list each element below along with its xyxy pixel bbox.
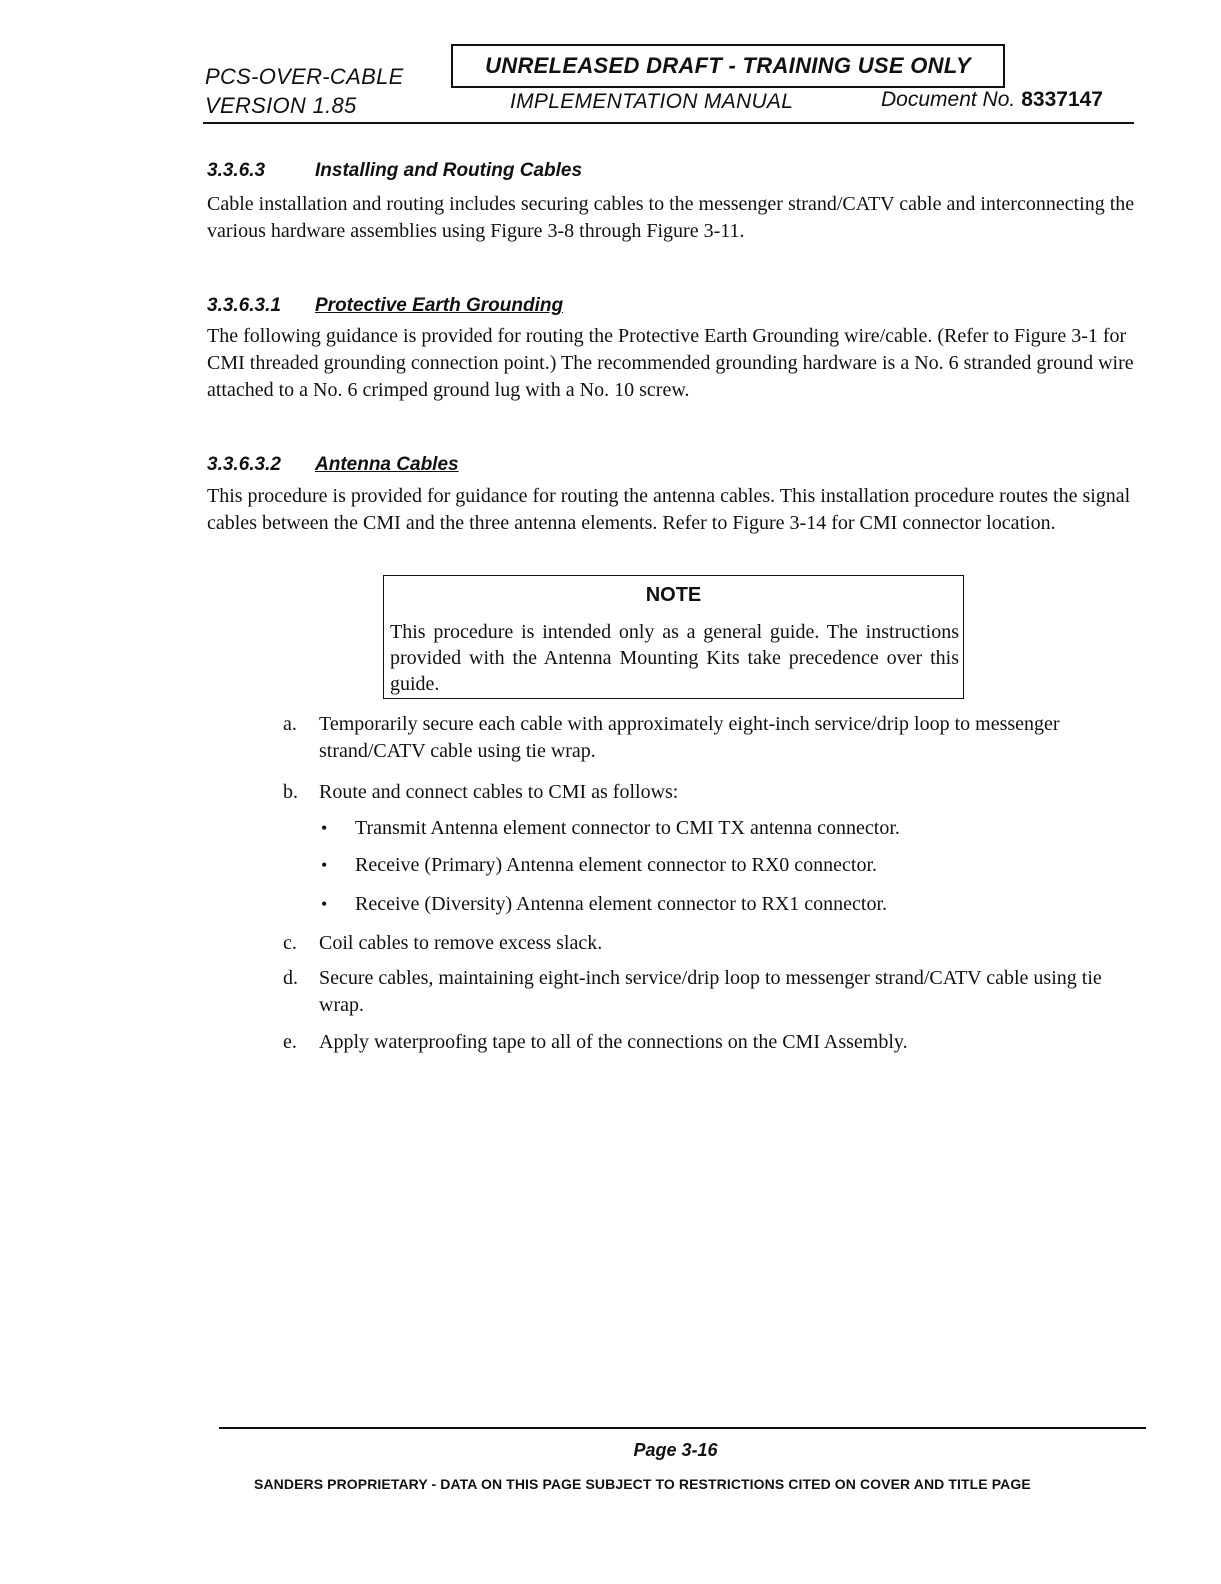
section-title: Antenna Cables	[315, 454, 459, 475]
section-title: Installing and Routing Cables	[315, 160, 583, 181]
section-number: 3.3.6.3.1	[207, 295, 281, 316]
document-number	[881, 88, 1103, 112]
step-label: b.	[283, 781, 298, 803]
bullet-icon: •	[321, 855, 328, 875]
step-d	[283, 965, 1143, 1019]
bullet-text: Receive (Primary) Antenna element connector to RX0 connector.	[355, 854, 878, 876]
note-title: NOTE	[645, 584, 702, 606]
draft-notice-box: UNRELEASED DRAFT - TRAINING USE ONLY	[451, 44, 1005, 88]
step-text: Coil cables to remove excess slack.	[319, 932, 603, 954]
note-box	[383, 575, 964, 699]
step-c	[283, 930, 1143, 957]
section-heading-antenna-cables	[207, 454, 459, 476]
step-label: a.	[283, 713, 297, 735]
step-label: c.	[283, 932, 297, 954]
section-title: Protective Earth Grounding	[315, 295, 564, 316]
step-text: Route and connect cables to CMI as follows:	[319, 781, 679, 803]
header-divider	[203, 122, 1134, 124]
section-body-protective-earth: The following guidance is provided for routing the Protective Earth Grounding wire/cable. (Refer to Figure 3-1 for CMI threaded grounding connection point.) The recommended grounding hardware is a No. 6 stranded ground wire attached to a No. 6 crimped ground lug with a No. 10 screw.	[207, 325, 1134, 401]
section-number: 3.3.6.3	[207, 160, 266, 181]
document-number-label: Document No.	[881, 88, 1016, 111]
step-e	[283, 1029, 1143, 1056]
footer-divider	[219, 1427, 1146, 1429]
section-heading-protective-earth	[207, 295, 563, 317]
section-heading-installing-routing	[207, 160, 582, 182]
step-label: e.	[283, 1031, 297, 1053]
manual-title: IMPLEMENTATION MANUAL	[510, 90, 794, 113]
step-text: Temporarily secure each cable with approximately eight-inch service/drip loop to messenger strand/CATV cable using tie wrap.	[319, 713, 1060, 762]
page-number: Page 3-16	[633, 1440, 718, 1460]
step-b	[283, 779, 1143, 806]
product-version: VERSION 1.85	[205, 93, 357, 118]
step-a	[283, 711, 1143, 765]
bullet-text: Receive (Diversity) Antenna element connector to RX1 connector.	[355, 893, 888, 915]
section-number: 3.3.6.3.2	[207, 454, 281, 475]
product-name: PCS-OVER-CABLE	[205, 64, 404, 89]
bullet-item	[318, 891, 1118, 918]
section-body-installing-routing: Cable installation and routing includes securing cables to the messenger strand/CATV cable and interconnecting the various hardware assemblies using Figure 3-8 through Figure 3-11.	[207, 193, 1135, 242]
proprietary-notice: SANDERS PROPRIETARY - DATA ON THIS PAGE SUBJECT TO RESTRICTIONS CITED ON COVER AND TITLE PAGE	[254, 1476, 1031, 1492]
bullet-item	[318, 852, 1118, 879]
step-text: Apply waterproofing tape to all of the connections on the CMI Assembly.	[319, 1031, 908, 1053]
bullet-text: Transmit Antenna element connector to CMI TX antenna connector.	[355, 817, 900, 839]
bullet-icon: •	[321, 818, 328, 838]
step-label: d.	[283, 967, 298, 989]
section-body-antenna-cables: This procedure is provided for guidance for routing the antenna cables. This installation procedure routes the signal cables between the CMI and the three antenna elements. Refer to Figure 3-14 for CMI connector location.	[207, 485, 1131, 534]
document-number-value: 8337147	[1021, 88, 1103, 111]
step-text: Secure cables, maintaining eight-inch service/drip loop to messenger strand/CATV cable using tie wrap.	[319, 967, 1102, 1016]
bullet-icon: •	[321, 894, 328, 914]
bullet-item	[318, 815, 1118, 842]
note-text: This procedure is intended only as a general guide. The instructions provided with the Antenna Mounting Kits take precedence over this guide.	[390, 621, 959, 695]
